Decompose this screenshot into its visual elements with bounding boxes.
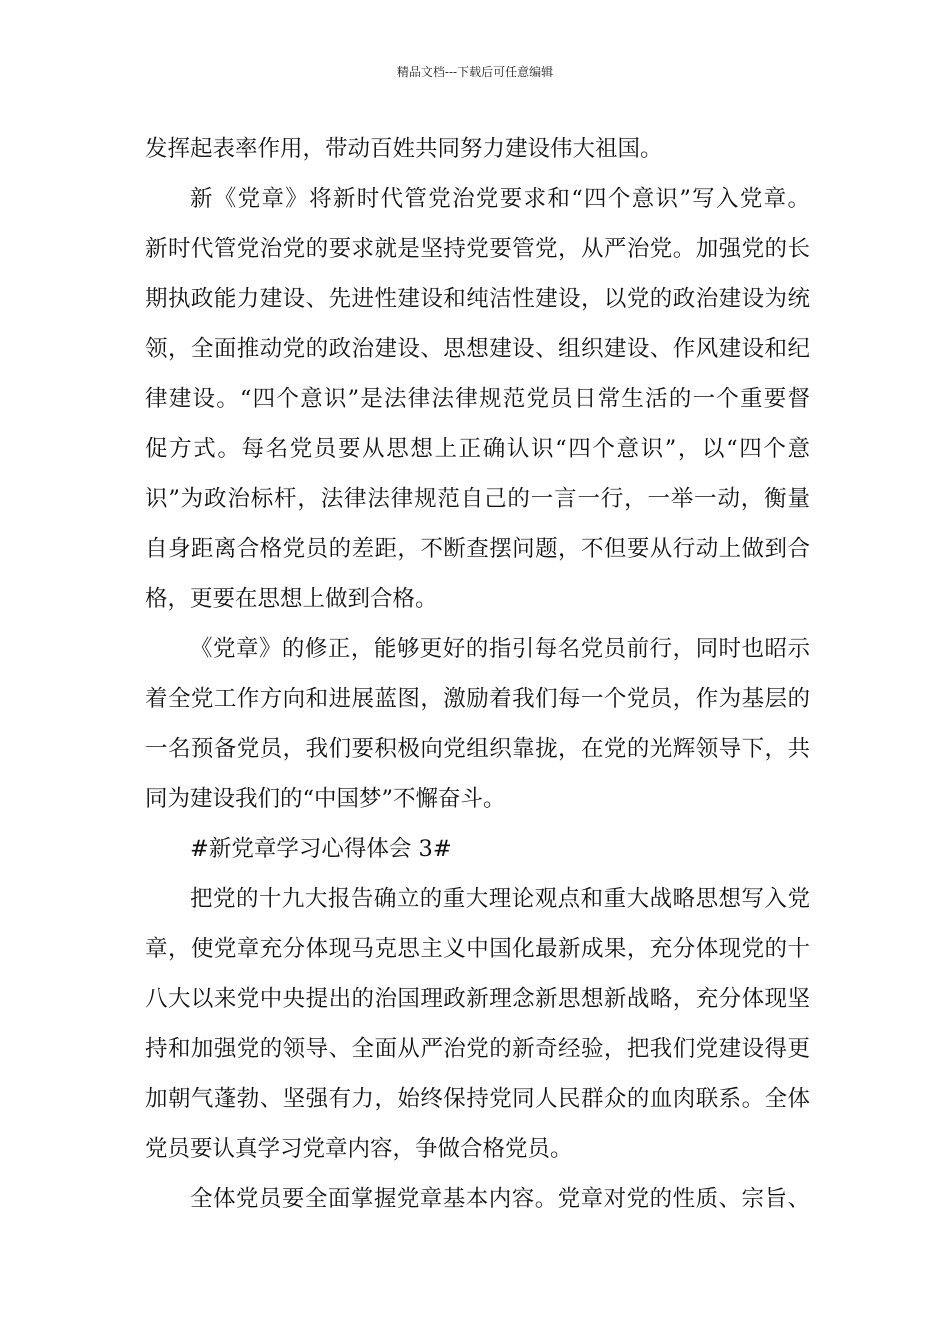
text-line: 促方式。每名党员要从思想上正确认识“四个意识”，以“四个意 xyxy=(145,436,810,462)
text-line: 同为建设我们的“中国梦”不懈奋斗。 xyxy=(145,786,506,812)
text-line: 期执政能力建设、先进性建设和纯洁性建设，以党的政治建设为统 xyxy=(145,286,810,312)
text-line: 加朝气蓬勃、坚强有力，始终保持党同人民群众的血肉联系。全体 xyxy=(145,1086,810,1112)
text-line: 领，全面推动党的政治建设、思想建设、组织建设、作风建设和纪 xyxy=(145,336,810,362)
text-line: 章，使党章充分体现马克思主义中国化最新成果，充分体现党的十 xyxy=(145,936,810,962)
section-heading: #新党章学习心得体会 3# xyxy=(190,836,452,862)
text-line: 识”为政治标杆，法律法律规范自己的一言一行，一举一动，衡量 xyxy=(145,486,810,512)
text-line: 格，更要在思想上做到合格。 xyxy=(145,586,438,612)
text-line: 一名预备党员，我们要积极向党组织靠拢，在党的光辉领导下，共 xyxy=(145,736,810,762)
text-line: 新时代管党治党的要求就是坚持党要管党，从严治党。加强党的长 xyxy=(145,236,810,262)
text-line: 全体党员要全面掌握党章基本内容。党章对党的性质、宗旨、 xyxy=(190,1186,810,1212)
text-line: 八大以来党中央提出的治国理政新理念新思想新战略，充分体现坚 xyxy=(145,986,810,1012)
text-line: 《党章》的修正，能够更好的指引每名党员前行，同时也昭示 xyxy=(190,636,810,662)
text-line: 着全党工作方向和进展蓝图，激励着我们每一个党员，作为基层的 xyxy=(145,686,810,712)
text-line: 新《党章》将新时代管党治党要求和“四个意识”写入党章。 xyxy=(190,186,810,212)
text-line: 持和加强党的领导、全面从严治党的新奇经验，把我们党建设得更 xyxy=(145,1036,810,1062)
page-header: 精品文档---下载后可任意编辑 xyxy=(396,65,554,79)
text-line: 党员要认真学习党章内容，争做合格党员。 xyxy=(145,1136,573,1162)
text-line: 自身距离合格党员的差距，不断查摆问题，不但要从行动上做到合 xyxy=(145,536,810,562)
text-line: 把党的十九大报告确立的重大理论观点和重大战略思想写入党 xyxy=(190,886,810,912)
text-line: 发挥起表率作用，带动百姓共同努力建设伟大祖国。 xyxy=(145,136,663,162)
text-line: 律建设。“四个意识”是法律法律规范党员日常生活的一个重要督 xyxy=(145,386,810,412)
